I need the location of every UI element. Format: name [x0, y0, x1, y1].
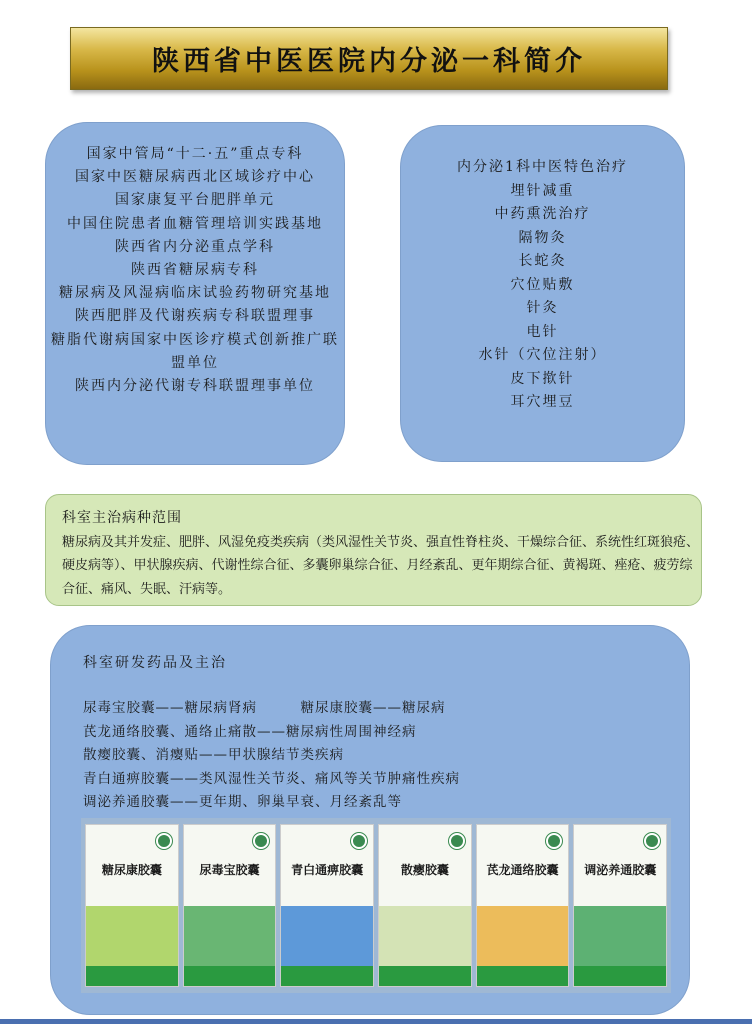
scope-panel — [45, 494, 702, 606]
therapy-item: 穴位贴敷 — [510, 276, 575, 293]
honor-item: 国家康复平台肥胖单元 — [115, 192, 275, 209]
drug-line: 散瘿胶囊、消瘿贴——甲状腺结节类疾病 — [83, 747, 344, 763]
honor-item: 陕西内分泌代谢专科联盟理事单位 — [75, 378, 315, 395]
therapy-item: 皮下揿针 — [510, 370, 575, 387]
drug-line: 青白通痹胶囊——类风湿性关节炎、痛风等关节肿痛性疾病 — [83, 770, 460, 787]
package-footer — [281, 966, 373, 986]
drug-line: 尿毒宝胶囊——糖尿病肾病 糖尿康胶囊——糖尿病 — [83, 700, 446, 716]
therapy-item: 针灸 — [526, 300, 559, 316]
therapy-item: 中药熏洗治疗 — [494, 206, 591, 222]
drug-package — [183, 824, 277, 987]
honor-item: 陕西省内分泌重点学科 — [115, 238, 275, 255]
package-art — [184, 906, 276, 966]
package-footer — [574, 966, 666, 986]
package-footer — [184, 966, 276, 986]
honor-item: 国家中医糖尿病西北区域诊疗中心 — [75, 169, 315, 186]
honor-item: 陕西省糖尿病专科 — [131, 262, 259, 279]
honor-item: 国家中管局“十二·五”重点专科 — [86, 146, 304, 162]
package-art — [281, 906, 373, 966]
therapy-item: 隔物灸 — [518, 229, 567, 246]
package-name: 散瘿胶囊 — [400, 863, 449, 877]
honor-item: 中国住院患者血糖管理培训实践基地 — [67, 215, 323, 232]
hospital-logo-icon — [351, 833, 367, 849]
drug-package — [85, 824, 179, 987]
honor-item: 陕西肥胖及代谢疾病专科联盟理事 — [75, 308, 315, 325]
package-art — [574, 906, 666, 966]
drug-package — [476, 824, 570, 987]
package-art — [379, 906, 471, 966]
drugs-heading: 科室研发药品及主治 — [83, 655, 227, 671]
hospital-logo-icon — [449, 833, 465, 849]
scope-heading: 科室主治病种范围 — [62, 510, 182, 526]
hospital-logo-icon — [546, 833, 562, 849]
honor-item: 糖脂代谢病国家中医诊疗模式创新推广联盟单位 — [51, 331, 339, 371]
page-title: 陕西省中医医院内分泌一科简介 — [70, 27, 668, 90]
therapy-item: 埋针减重 — [510, 182, 575, 199]
package-name: 青白通痹胶囊 — [291, 863, 364, 877]
therapy-item: 水针（穴位注射） — [478, 347, 607, 363]
package-art — [477, 906, 569, 966]
therapy-item: 长蛇灸 — [518, 253, 567, 269]
package-name: 糖尿康胶囊 — [101, 863, 162, 877]
honor-item: 糖尿病及风湿病临床试验药物研究基地 — [59, 285, 331, 302]
package-art — [86, 906, 178, 966]
package-name: 调泌养通胶囊 — [584, 863, 657, 877]
hospital-logo-icon — [156, 833, 172, 849]
hospital-logo-icon — [253, 833, 269, 849]
package-name: 尿毒宝胶囊 — [199, 863, 260, 877]
honors-panel — [45, 122, 345, 465]
package-footer — [86, 966, 178, 986]
drugs-panel — [50, 625, 690, 1015]
drug-packages-photo — [81, 818, 671, 993]
therapy-item: 耳穴埋豆 — [510, 394, 575, 410]
therapy-item: 电针 — [526, 323, 559, 340]
package-name: 芪龙通络胶囊 — [486, 863, 559, 877]
therapies-panel — [400, 125, 685, 462]
drug-package — [280, 824, 374, 987]
hospital-logo-icon — [644, 833, 660, 849]
drug-line: 调泌养通胶囊——更年期、卵巢早衰、月经紊乱等 — [83, 794, 402, 810]
package-footer — [477, 966, 569, 986]
bottom-divider — [0, 1019, 752, 1024]
scope-text: 糖尿病及其并发症、肥胖、风湿免疫类疾病（类风湿性关节炎、强直性脊柱炎、干燥综合征、系统性红斑狼疮、硬皮病等）、甲状腺疾病、代谢性综合征、多囊卵巢综合征、月经紊乱、更年期综合征、黄褐斑、痤疮、疲劳综合征、痛风、失眠、汗病等。 — [62, 534, 700, 597]
drug-line: 芪龙通络胶囊、通络止痛散——糖尿病性周围神经病 — [83, 723, 417, 740]
drug-package — [378, 824, 472, 987]
therapies-heading: 内分泌1科中医特色治疗 — [457, 159, 628, 175]
drug-package — [573, 824, 667, 987]
package-footer — [379, 966, 471, 986]
